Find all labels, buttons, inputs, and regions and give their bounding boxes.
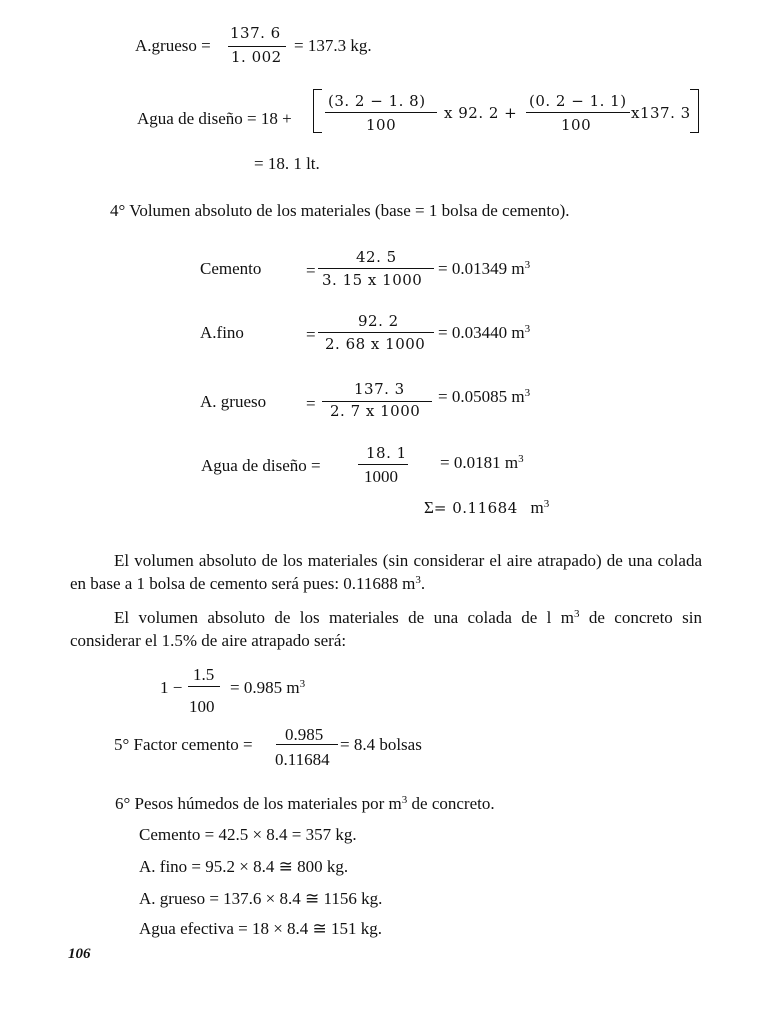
- equals: =: [306, 261, 316, 280]
- air-numerator: 1.5: [193, 665, 215, 684]
- right-bracket: [690, 89, 699, 133]
- sum-line: Σ= 0.11684 $m^3$: [424, 498, 550, 517]
- section5-numerator: 0.985: [285, 725, 324, 744]
- list-item: Agua efectiva = 18 × 8.4 ≅ 151 kg.: [139, 919, 383, 938]
- a-grueso-numerator: 137. 6: [230, 24, 281, 42]
- fraction-bar: [325, 112, 437, 113]
- left-bracket: [313, 89, 322, 133]
- agrueso-numerator: 137. 3: [354, 380, 405, 398]
- fraction-bar: [276, 744, 338, 745]
- section4-heading: 4° Volumen absoluto de los materiales (base = 1 bolsa de cemento).: [110, 201, 570, 220]
- agrueso-label: A. grueso: [200, 392, 267, 411]
- sigma-symbol: Σ: [424, 498, 434, 517]
- cemento-numerator: 42. 5: [356, 248, 397, 266]
- paragraph-1: El volumen absoluto de los materiales (sin considerar el aire atrapado) de una colada en base a 1 bolsa de cemento será pues: 0.11688 $m^3$.: [70, 551, 702, 593]
- a-grueso-denominator: 1. 002: [231, 48, 282, 66]
- air-prefix: 1 −: [160, 678, 183, 697]
- afino-result: = 0.03440 $m^3$: [438, 323, 531, 342]
- agua-result: = 18. 1 lt.: [254, 154, 320, 173]
- fraction-bar: [358, 464, 408, 465]
- air-result: = 0.985 $m^3$: [230, 678, 306, 697]
- agua-mult1: x 92. 2 +: [444, 104, 518, 122]
- list-item: A. fino = 95.2 × 8.4 ≅ 800 kg.: [139, 857, 349, 876]
- afino-numerator: 92. 2: [358, 312, 399, 330]
- fraction-bar: [188, 686, 220, 687]
- agua-num2: (0. 2 − 1. 1): [529, 92, 627, 110]
- agua-row-label: Agua de diseño =: [201, 456, 321, 475]
- cemento-result: = 0.01349 $m^3$: [438, 259, 531, 278]
- agua-mult2: x137. 3: [631, 104, 691, 122]
- section5-label: 5° Factor cemento =: [114, 735, 253, 754]
- agrueso-result: = 0.05085 $m^3$: [438, 387, 531, 406]
- page-number: 106: [68, 946, 91, 962]
- equals: =: [306, 394, 316, 413]
- fraction-bar: [318, 268, 434, 269]
- cemento-label: Cemento: [200, 259, 262, 278]
- a-grueso-result: = 137.3 kg.: [294, 36, 372, 55]
- agua-row-denominator: 1000: [364, 467, 398, 486]
- a-grueso-label: A.grueso =: [135, 36, 211, 55]
- list-item: A. grueso = 137.6 × 8.4 ≅ 1156 kg.: [139, 889, 383, 908]
- agua-den1: 100: [366, 116, 397, 134]
- fraction-bar: [526, 112, 630, 113]
- agua-row-result: = 0.0181 $m^3$: [440, 453, 524, 472]
- afino-label: A.fino: [200, 323, 244, 342]
- afino-denominator: 2. 68 x 1000: [325, 335, 426, 353]
- agua-den2: 100: [561, 116, 592, 134]
- paragraph-2: El volumen absoluto de los materiales de una colada de l $m^3$ de concreto sin considerar el 1.5% de aire atrapado será:: [70, 608, 703, 650]
- agua-row-numerator: 18. 1: [366, 444, 407, 462]
- section5-result: = 8.4 bolsas: [340, 735, 422, 754]
- fraction-bar: [318, 332, 434, 333]
- agua-num1: (3. 2 − 1. 8): [328, 92, 426, 110]
- section6-heading: 6° Pesos húmedos de los materiales por $m^3$ de concreto.: [115, 794, 495, 813]
- air-denominator: 100: [189, 697, 215, 716]
- cemento-denominator: 3. 15 x 1000: [322, 271, 423, 289]
- section5-denominator: 0.11684: [275, 750, 330, 769]
- agua-diseno-label: Agua de diseño = 18 +: [137, 109, 292, 128]
- equals: =: [306, 325, 316, 344]
- agrueso-denominator: 2. 7 x 1000: [330, 402, 421, 420]
- list-item: Cemento = 42.5 × 8.4 = 357 kg.: [139, 825, 357, 844]
